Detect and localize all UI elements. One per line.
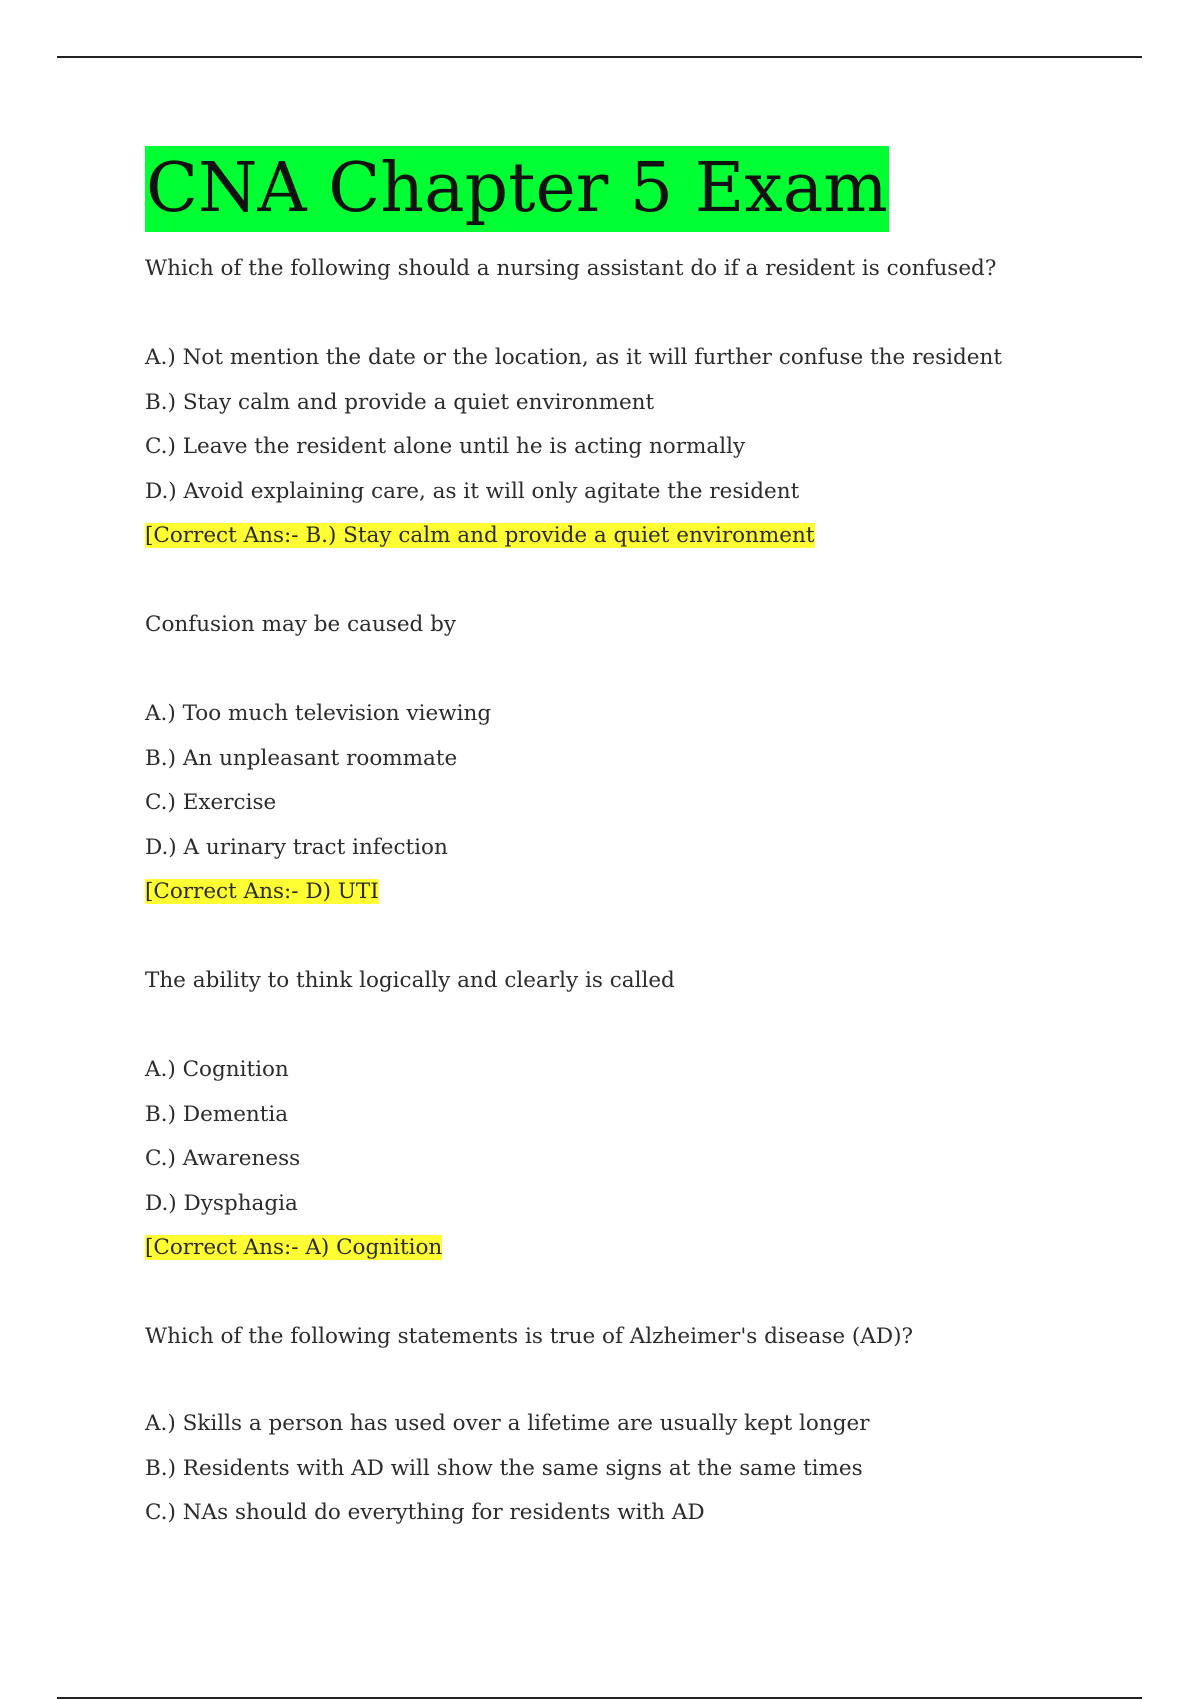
answer-option: C.) NAs should do everything for residents with AD	[145, 1500, 705, 1525]
correct-answer-highlight: [Correct Ans:- D) UTI	[145, 879, 379, 904]
answer-option: A.) Cognition	[145, 1057, 289, 1082]
question-text: Confusion may be caused by	[145, 612, 457, 637]
answer-option: A.) Not mention the date or the location, as it will further confuse the resident	[145, 345, 1002, 370]
question-text: Which of the following should a nursing assistant do if a resident is confused?	[145, 256, 997, 281]
question-block	[145, 254, 1145, 551]
answer-option: B.) Dementia	[145, 1101, 289, 1127]
answer-option: C.) Leave the resident alone until he is acting normally	[145, 434, 746, 459]
correct-answer-line	[145, 1233, 1145, 1263]
answer-option: B.) An unpleasant roommate	[145, 745, 458, 771]
page-title: CNA Chapter 5 Exam	[145, 146, 889, 232]
question-block	[145, 610, 1145, 907]
correct-answer-line	[145, 877, 1145, 907]
correct-answer-highlight: [Correct Ans:- A) Cognition	[145, 1235, 443, 1260]
answer-option: D.) Dysphagia	[145, 1190, 298, 1216]
correct-answer-line	[145, 521, 1145, 551]
answer-option: C.) Exercise	[145, 790, 277, 815]
question-block	[145, 1322, 1145, 1528]
question-text: Which of the following statements is true of Alzheimer's disease (AD)?	[145, 1324, 913, 1349]
answer-option: A.) Skills a person has used over a lifetime are usually kept longer	[145, 1411, 870, 1436]
answer-option: D.) A urinary tract infection	[145, 834, 448, 860]
answer-option: B.) Stay calm and provide a quiet environment	[145, 389, 655, 415]
answer-option: C.) Awareness	[145, 1146, 301, 1171]
bottom-rule	[57, 1697, 1142, 1699]
answer-option: B.) Residents with AD will show the same signs at the same times	[145, 1455, 863, 1481]
question-text: The ability to think logically and clearly is called	[145, 968, 675, 993]
answer-option: A.) Too much television viewing	[145, 701, 492, 726]
question-block	[145, 966, 1145, 1263]
top-rule	[57, 56, 1142, 58]
document-body	[145, 146, 1145, 1543]
correct-answer-highlight: [Correct Ans:- B.) Stay calm and provide a quiet environment	[145, 523, 815, 548]
answer-option: D.) Avoid explaining care, as it will only agitate the resident	[145, 478, 800, 504]
